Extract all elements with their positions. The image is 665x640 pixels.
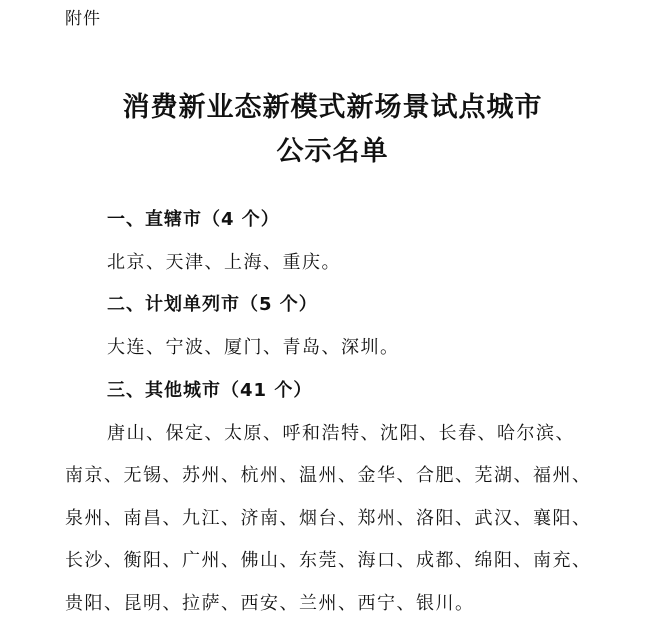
document-title-line-2: 公示名单 [276, 136, 389, 167]
other-cities-line-2: 南京、无锡、苏州、杭州、温州、金华、合肥、芜湖、福州、 [65, 465, 592, 486]
other-cities-line-4: 长沙、衡阳、广州、佛山、东莞、海口、成都、绵阳、南充、 [65, 550, 592, 571]
other-cities-line-5: 贵阳、昆明、拉萨、西安、兰州、西宁、银川。 [65, 593, 475, 614]
section-heading-planned-cities: 二、计划单列市（5 个） [107, 294, 318, 315]
section-heading-municipalities: 一、直辖市（4 个） [107, 209, 280, 230]
other-cities-line-3: 泉州、南昌、九江、济南、烟台、郑州、洛阳、武汉、襄阳、 [65, 508, 592, 529]
attachment-label: 附件 [65, 9, 101, 29]
municipalities-list: 北京、天津、上海、重庆。 [107, 252, 341, 273]
planned-cities-list: 大连、宁波、厦门、青岛、深圳。 [107, 337, 400, 358]
section-heading-other-cities: 三、其他城市（41 个） [107, 380, 313, 401]
other-cities-line-1: 唐山、保定、太原、呼和浩特、沈阳、长春、哈尔滨、 [107, 423, 575, 444]
document-title-line-1: 消费新业态新模式新场景试点城市 [122, 92, 543, 123]
